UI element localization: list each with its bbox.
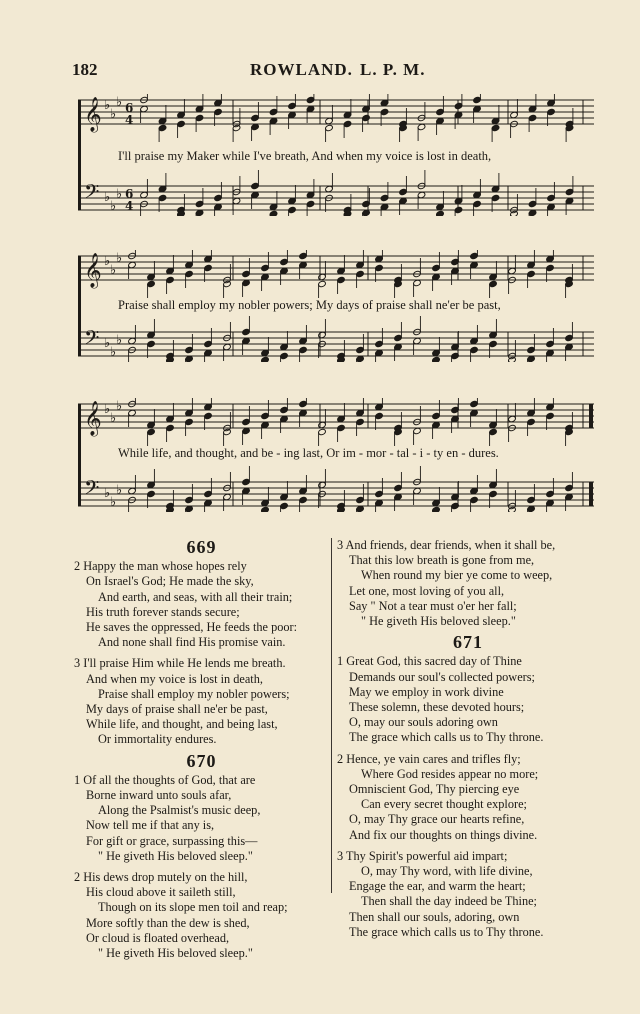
verse-line: Praise shall employ my nobler powers; <box>98 686 290 701</box>
verse-line: Borne inward unto souls afar, <box>86 788 232 803</box>
treble-clef-icon: 𝄞 <box>84 401 102 436</box>
verse-line: While life, and thought, and being last, <box>86 717 278 732</box>
verse-line: O, may Thy word, with life divine, <box>361 864 533 879</box>
verse-line: When round my bier ye come to weep, <box>361 568 553 583</box>
lyric-line: While life, and thought, and be - ing last, Or im - mor - tal - i - ty en - dures. <box>118 446 499 460</box>
bass-clef-icon: 𝄢 <box>84 180 100 208</box>
verse-line: His truth forever stands secure; <box>86 604 240 619</box>
system-brace <box>78 404 81 506</box>
flat-icon: ♭ <box>104 486 111 501</box>
verse-line: His cloud above it saileth still, <box>86 885 236 900</box>
flat-icon: ♭ <box>116 187 123 202</box>
music-system-2 <box>78 250 594 362</box>
stanza <box>74 559 329 650</box>
stanza <box>337 752 599 843</box>
verse-line: That this low breath is gone from me, <box>349 553 535 568</box>
meter-label: L. P. M. <box>360 60 426 79</box>
music-system-1 <box>78 94 594 216</box>
stanza <box>74 656 329 747</box>
tune-name: ROWLAND. <box>250 60 353 79</box>
flat-icon: ♭ <box>110 411 117 426</box>
flat-icon: ♭ <box>116 483 123 498</box>
verse-line: O, may Thy grace our hearts refine, <box>349 812 525 827</box>
verse-line: 2 Hence, ye vain cares and trifles fly; <box>337 751 521 766</box>
hymn-number-671: 671 <box>453 632 483 653</box>
left-column <box>74 538 329 967</box>
page-header <box>72 60 592 84</box>
flat-icon: ♭ <box>104 190 111 205</box>
verse-line: Along the Psalmist's music deep, <box>98 803 261 818</box>
verse-line: And when my voice is lost in death, <box>86 671 263 686</box>
verse-line: 2 Happy the man whose hopes rely <box>74 559 247 574</box>
verse-line: Engage the ear, and warm the heart; <box>349 879 526 894</box>
column-divider <box>331 538 332 893</box>
bass-clef-icon: 𝄢 <box>84 326 100 354</box>
stanza <box>337 849 599 940</box>
time-signature-bottom: 4 <box>125 113 134 127</box>
flat-icon: ♭ <box>104 402 111 417</box>
verse-line: May we employ in work divine <box>349 684 504 699</box>
flat-icon: ♭ <box>110 199 117 214</box>
flat-icon: ♭ <box>110 263 117 278</box>
system-brace <box>78 100 81 210</box>
verse-line: Say " Not a tear must o'er her fall; <box>349 598 517 613</box>
verse-line: Or immortality endures. <box>98 732 217 747</box>
verse-line: Then shall the day indeed be Thine; <box>361 894 537 909</box>
lyric-line: I'll praise my Maker while I've breath, And when my voice is lost in death, <box>118 149 492 163</box>
flat-icon: ♭ <box>110 107 117 122</box>
hymn-number-670: 670 <box>186 750 217 771</box>
verse-line: He saves the oppressed, He feeds the poor: <box>86 620 298 635</box>
flat-icon: ♭ <box>116 251 123 266</box>
verse-line: O, may our souls adoring own <box>349 715 498 730</box>
verse-line: For gift or grace, surpassing this— <box>86 833 258 848</box>
verse-line: Now tell me if that any is, <box>86 818 215 833</box>
verse-line: 2 His dews drop mutely on the hill, <box>74 870 248 885</box>
verse-line: And fix our thoughts on things divine. <box>349 827 538 842</box>
right-column <box>337 538 599 946</box>
time-signature-top: 6 <box>125 101 134 115</box>
verse-line: Then shall our souls, adoring, own <box>349 909 520 924</box>
lyric-line: Praise shall employ my nobler powers; My days of praise shall ne'er be past, <box>118 298 501 312</box>
final-barline <box>589 404 593 428</box>
treble-clef-icon: 𝄞 <box>84 253 102 288</box>
stanza <box>337 538 599 629</box>
flat-icon: ♭ <box>104 254 111 269</box>
verse-line: My days of praise shall ne'er be past, <box>86 702 268 717</box>
verse-line: Or cloud is floated overhead, <box>86 930 230 945</box>
stanza <box>337 654 599 745</box>
verse-line: These solemn, these devoted hours; <box>349 700 525 715</box>
time-signature-bottom: 4 <box>125 199 134 213</box>
verse-line: Demands our soul's collected powers; <box>349 669 535 684</box>
verse-line: Can every secret thought explore; <box>361 797 527 812</box>
flat-icon: ♭ <box>116 95 123 110</box>
verse-line: 1 Great God, this sacred day of Thine <box>337 654 522 669</box>
verse-line: The grace which calls us to Thy throne. <box>349 924 544 939</box>
verse-line: 3 Thy Spirit's powerful aid impart; <box>337 848 508 863</box>
treble-clef-icon: 𝄞 <box>84 97 102 132</box>
music-system-3 <box>78 398 594 512</box>
flat-icon: ♭ <box>104 336 111 351</box>
stanza <box>74 870 329 961</box>
flat-icon: ♭ <box>116 333 123 348</box>
bass-clef-icon: 𝄢 <box>84 476 100 504</box>
verse-line: Where God resides appear no more; <box>361 766 539 781</box>
verse-line: And none shall find His promise vain. <box>98 635 286 650</box>
verse-line: And earth, and seas, with all their train; <box>98 589 293 604</box>
verse-line: 1 Of all the thoughts of God, that are <box>74 772 256 787</box>
flat-icon: ♭ <box>110 345 117 360</box>
verse-line: More softly than the dew is shed, <box>86 915 250 930</box>
flat-icon: ♭ <box>104 98 111 113</box>
time-signature-top: 6 <box>125 187 134 201</box>
final-barline <box>589 482 593 506</box>
verse-line: The grace which calls us to Thy throne. <box>349 730 544 745</box>
verse-line: 3 I'll praise Him while He lends me breath. <box>74 656 286 671</box>
verse-line: " He giveth His beloved sleep." <box>361 614 516 629</box>
verse-line: Let one, most loving of you all, <box>349 583 505 598</box>
verse-line: 3 And friends, dear friends, when it shall be, <box>337 538 556 552</box>
stanza <box>74 773 329 864</box>
system-brace <box>78 256 81 356</box>
flat-icon: ♭ <box>116 399 123 414</box>
page-number: 182 <box>72 60 98 79</box>
hymn-number-669: 669 <box>186 537 217 557</box>
verse-line: " He giveth His beloved sleep." <box>98 848 253 863</box>
verse-line: " He giveth His beloved sleep." <box>98 946 253 961</box>
flat-icon: ♭ <box>110 495 117 510</box>
verse-line: Omniscient God, Thy piercing eye <box>349 782 520 797</box>
verse-line: Though on its slope men toil and reap; <box>98 900 288 915</box>
verse-line: On Israel's God; He made the sky, <box>86 574 254 589</box>
